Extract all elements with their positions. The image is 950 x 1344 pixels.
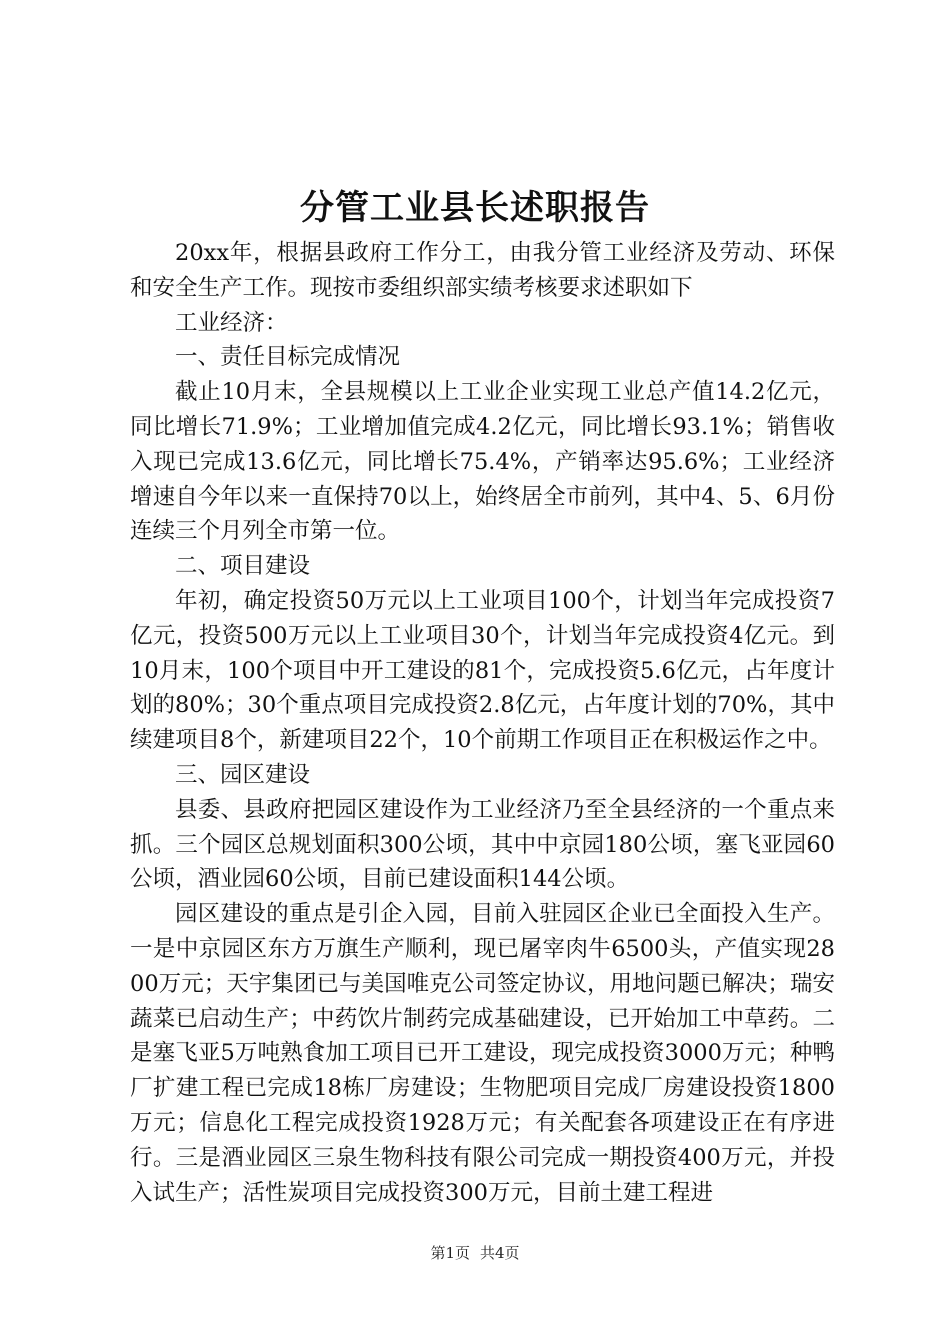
paragraph-projects: 年初，确定投资50万元以上工业项目100个，计划当年完成投资7亿元，投资500万元以上工业项目30个，计划当年完成投资4亿元。到10月末，100个项目中开工建设的81个，完成投资5.6亿元，占年度计划的80%；30个重点项目完成投资2.8亿元，占年度计划的70%，其中续建项目8个，新建项目22个，10个前期工作项目正在积极运作之中。 [130, 587, 835, 754]
paragraph-targets: 截止10月末，全县规模以上工业企业实现工业总产值14.2亿元，同比增长71.9%；工业增加值完成4.2亿元，同比增长93.1%；销售收入现已完成13.6亿元，同比增长75.4%，产销率达95.6%；工业经济增速自今年以来一直保持70以上，始终居全市前列，其中4、5、6月份连续三个月列全市第一位。 [130, 379, 835, 545]
document-body [130, 236, 835, 1210]
section-heading-industrial-economy: 工业经济： [175, 309, 288, 336]
paragraph-parks: 县委、县政府把园区建设作为工业经济乃至全县经济的一个重点来抓。三个园区总规划面积300公顷，其中中京园180公顷，塞飞亚园60公顷，酒业园60公顷，目前已建设面积144公顷。 [130, 796, 835, 893]
section-heading-projects: 二、项目建设 [175, 553, 311, 580]
document-title: 分管工业县长述职报告 [300, 188, 650, 228]
paragraph-intro: 20xx年，根据县政府工作分工，由我分管工业经济及劳动、环保和安全生产工作。现按市委组织部实绩考核要求述职如下 [130, 240, 835, 301]
page-number: 第1页 [430, 1244, 470, 1262]
page-footer [0, 1242, 950, 1264]
page-total: 共4页 [480, 1244, 520, 1262]
section-heading-targets: 一、责任目标完成情况 [175, 344, 401, 371]
section-heading-parks: 三、园区建设 [175, 761, 311, 788]
paragraph-park-enterprises: 园区建设的重点是引企入园，目前入驻园区企业已全面投入生产。一是中京园区东方万旗生产顺利，现已屠宰肉牛6500头，产值实现2800万元；天宇集团已与美国唯克公司签定协议，用地问题已解决；瑞安蔬菜已启动生产；中药饮片制药完成基础建设，已开始加工中草药。二是塞飞亚5万吨熟食加工项目已开工建设，现完成投资3000万元；种鸭厂扩建工程已完成18栋厂房建设；生物肥项目完成厂房建设投资1800万元；信息化工程完成投资1928万元；有关配套各项建设正在有序进行。三是酒业园区三泉生物科技有限公司完成一期投资400万元，并投入试生产；活性炭项目完成投资300万元，目前土建工程进 [130, 901, 835, 1206]
